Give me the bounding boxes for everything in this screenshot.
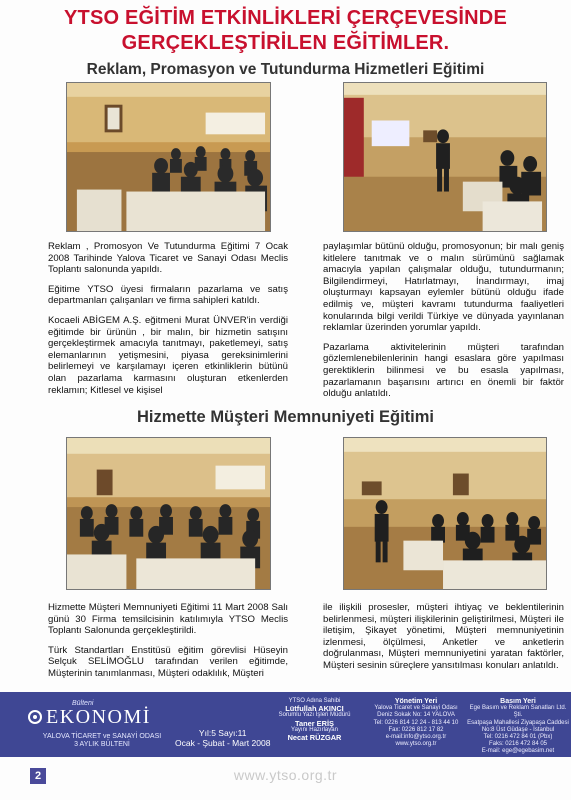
editor-label: Sorumlu Yazı İşleri Müdürü — [278, 712, 351, 719]
owner-name: Lütfullah AKINCI — [285, 704, 344, 714]
section1-column-left — [48, 241, 288, 396]
logo-circle-icon — [28, 710, 42, 724]
section1-paragraph: Kocaeli ABİGEM A.Ş. eğitmeni Murat ÜNVER'in verdiği eğitimde bir ürünün , bir malın, bir hizmetin satışını gerçekleştirmek amacıyla tanıtmayı, paketlemeyi, satış elemanlarının yetişmesini, piyasa gereksinimlerini belirlemeyi ve karşılamayı içeren etkinliklerin bütünü olan pazarlama karmasını oluşturan etkenlerden reklamın; Kitlesel ve kişisel — [48, 314, 288, 396]
section1-column-right — [323, 241, 564, 400]
printer-line: Esatpaşa Mahallesi Ziyapaşa Caddesi — [467, 719, 569, 726]
main-title-line1: YTSO EĞİTİM ETKİNLİKLERİ ÇERÇEVESİNDE — [64, 7, 507, 29]
section1-paragraph: paylaşımlar bütünü olduğu, promosyonun; bir malı geniş kitlelere tanıtmak ve o malın sürümünü sağlamak amacıyla yapılan çalışmalar olduğu, tutundurmanın; Bilgilendirmeyi, Hatırlatmayı, İnandırmayı, imaj oluşturmayı kapsayan eylemler bütünü olduğu ifade edilmiş ve, müşteri kavramı tutundurma faaliyetleri konularında bilgi verildi Türkiye ve dünyada yayınlanan reklamlar üzerinden yorumlar yapıldı. — [323, 241, 564, 334]
printer-address — [465, 698, 571, 756]
footer-masthead — [0, 692, 571, 757]
printer-line: Ege Basım ve Reklam Sanatları Ltd. Şti. — [469, 705, 567, 719]
management-address — [368, 698, 464, 748]
section1-paragraph: Reklam , Promosyon Ve Tutundurma Eğitimi 7 Ocak 2008 Tarihinde Yalova Ticaret ve Sanayi Odası Meclis Toplantı salonunda yapıldı. — [48, 241, 288, 276]
photo-seminar-audience-2 — [66, 437, 271, 590]
logo-subtitle — [32, 733, 172, 749]
section1-title: Reklam, Promasyon ve Tutundurma Hizmetleri Eğitimi — [86, 61, 485, 78]
management-line: Yalova Ticaret ve Sanayi Odası — [374, 705, 458, 712]
section1-paragraph: Pazarlama aktivitelerinin müşteri tarafından gözlemlenebilenlerinin hangi esaslara göre yapılması gerektiklerin bilinmesi ve bu esasla yapılması, pazarlamanın başarısını artırıcı en önemli bir faktör olduğu anlatıldı. — [323, 341, 564, 400]
management-line: Deniz Sokak No: 14 YALOVA — [377, 712, 455, 719]
logo-subtitle-line2: 3 AYLIK BÜLTENİ — [74, 741, 130, 748]
printer-line: No:8 Üst Güdaşe - İstanbul — [481, 726, 555, 733]
main-title — [0, 6, 571, 56]
section2-column-right — [323, 602, 564, 672]
section2-column-left — [48, 602, 288, 680]
prep-name: Necat RÜZGAR — [287, 733, 342, 743]
publisher-credits — [262, 698, 367, 741]
section2-paragraph: Türk Standartları Enstitüsü eğitim görevlisi Hüseyin Selçuk SELİMOĞLU tarafından verilen eğitimde, Müşterinin tanımlanması, Müşteri odaklılık, Müşteri — [48, 644, 288, 679]
owner-label: YTSO Adına Sahibi — [288, 698, 341, 704]
section2-title: Hizmette Müşteri Memnuniyeti Eğitimi — [136, 408, 435, 426]
printer-line: Tel: 0216 472 84 01 (Pbx) — [483, 734, 553, 741]
main-title-line2: GERÇEKLEŞTİRİLEN EĞİTİMLER. — [121, 32, 450, 54]
issue-info — [175, 728, 270, 748]
website-url: www.ytso.org.tr — [233, 767, 338, 783]
section2-paragraph: Hizmette Müşteri Memnuniyeti Eğitimi 11 Mart 2008 Salı günü 30 Firma temsilcisinin katılımıyla YTSO Meclis Toplantı Salonunda gerçekleştirildi. — [48, 602, 288, 637]
photo-presenter-1 — [343, 82, 547, 232]
page-bottom — [0, 757, 571, 800]
ekonomi-logo — [28, 700, 168, 750]
issue-period: Ocak - Şubat - Mart 2008 — [175, 738, 271, 748]
issue-number: Yıl:5 Sayı:11 — [198, 728, 247, 738]
prep-label: Yayını Hazırlayan — [291, 726, 338, 733]
section1-paragraph: Eğitime YTSO üyesi firmaların pazarlama ve satış departmanları çalışanları ve firma sahipleri katıldı. — [48, 283, 288, 307]
section2-paragraph: ile ilişkili prosesler, müşteri ihtiyaç ve beklentilerinin belirlenmesi, müşteri ilişkilerinin geliştirilmesi, Müşteri ile iletişim, Şikayet yönetimi, Müşteri memnuniyetinin izlenmesi, ölçülmesi, Anketler ve anketlerin doğrulanması, Müşteri memnuniyetini yaratan faktörler, Müşteri sesinin süreçlere yansıtılması konuları anlatıldı. — [323, 602, 564, 671]
management-line: Fax: 0226 812 17 82 — [388, 726, 444, 733]
management-line: e-mail:info@ytso.org.tr — [385, 734, 447, 741]
photo-presenter-2 — [343, 437, 547, 590]
management-title: Yönetim Yeri — [394, 698, 438, 705]
management-line: www.ytso.org.tr — [395, 741, 437, 748]
printer-title: Basım Yeri — [500, 698, 536, 705]
editor-name: Taner ERİŞ — [295, 718, 334, 728]
page-number: 2 — [30, 768, 46, 784]
logo-name: EKONOMİ — [46, 706, 151, 728]
printer-line: E-mail: ege@egebasim.net — [481, 748, 555, 755]
logo-subtitle-line1: YALOVA TİCARET ve SANAYİ ODASI — [42, 733, 162, 740]
photo-seminar-audience-1 — [66, 82, 271, 232]
printer-line: Faks: 0216 472 84 05 — [488, 741, 548, 748]
management-line: Tel: 0226 814 12 24 - 813 44 10 — [373, 719, 459, 726]
logo-bulletin-label: Bülteni — [72, 700, 94, 707]
